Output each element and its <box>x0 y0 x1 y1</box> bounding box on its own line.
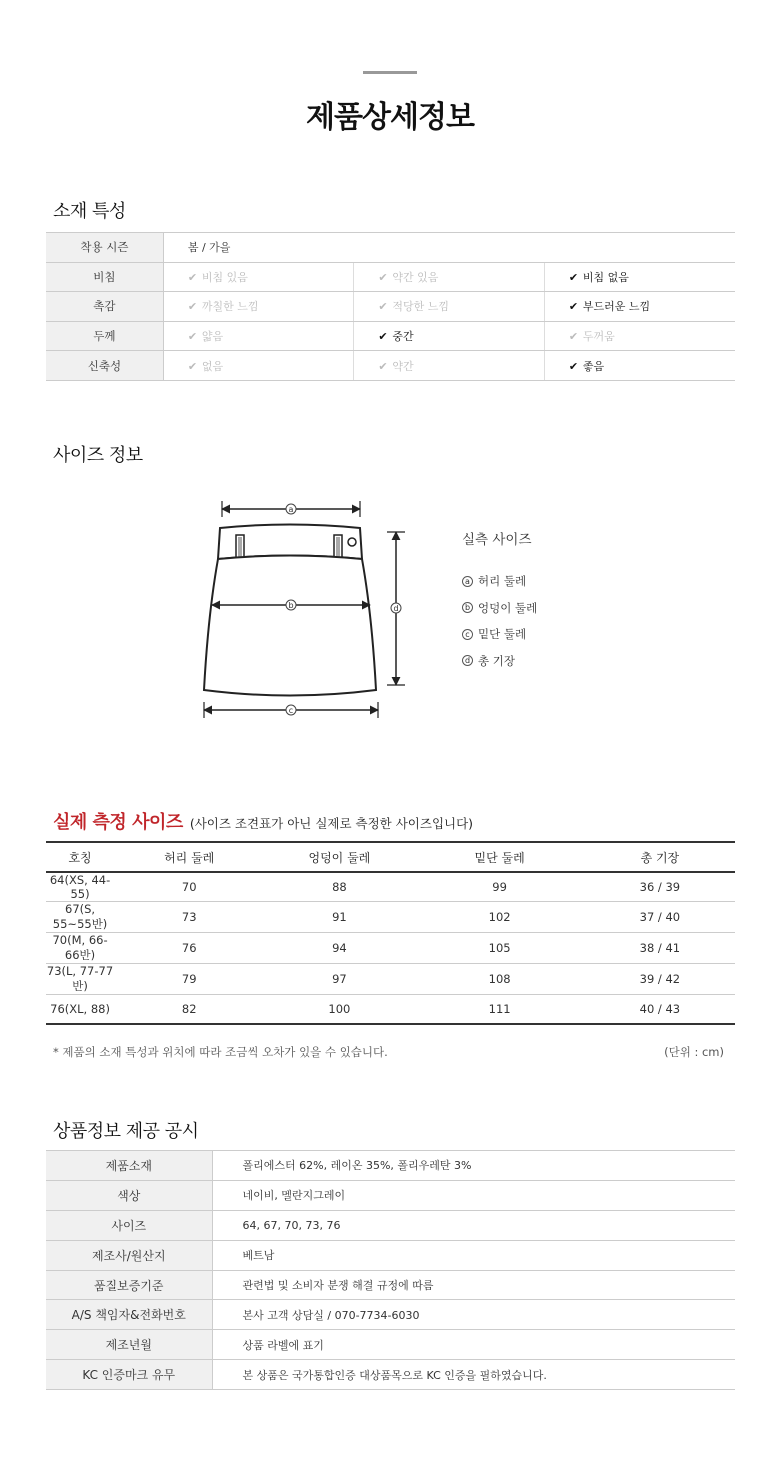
measure-cell: 37 / 40 <box>585 902 735 933</box>
material-row-label: 촉감 <box>46 292 163 322</box>
option-label: 없음 <box>201 359 224 373</box>
notice-row <box>46 1270 735 1300</box>
svg-text:c: c <box>288 706 294 715</box>
legend-label: 엉덩이 둘레 <box>478 600 538 615</box>
size-label-cell: 76(XL, 88) <box>46 995 114 1025</box>
legend-label: 총 기장 <box>478 653 515 668</box>
notice-label: 제조년월 <box>46 1330 212 1360</box>
material-row <box>46 351 735 381</box>
measure-cell: 76 <box>114 933 264 964</box>
material-option <box>354 321 545 351</box>
material-option <box>163 321 354 351</box>
notice-label: 제품소재 <box>46 1151 212 1181</box>
material-row-label: 착용 시즌 <box>46 233 163 263</box>
check-icon: ✔ <box>568 270 579 284</box>
svg-text:b: b <box>288 601 294 610</box>
size-info-section-title: 사이즈 정보 <box>53 445 143 466</box>
notice-section-title: 상품정보 제공 공시 <box>53 1121 199 1142</box>
size-label-cell: 67(S, 55~55반) <box>46 902 114 933</box>
check-icon: ✔ <box>568 330 579 344</box>
notice-label: 사이즈 <box>46 1210 212 1240</box>
legend-mark-icon: d <box>462 655 473 666</box>
svg-text:d: d <box>393 604 399 613</box>
material-section-title: 소재 특성 <box>53 201 126 222</box>
measurement-title-block <box>53 808 473 834</box>
measure-cell: 102 <box>415 902 585 933</box>
page-title: 제품상세정보 <box>306 100 474 135</box>
notice-row <box>46 1240 735 1270</box>
material-option <box>544 351 735 381</box>
material-option <box>163 351 354 381</box>
table-row <box>46 964 735 995</box>
check-icon: ✔ <box>378 359 388 373</box>
material-option <box>354 292 545 322</box>
table-row <box>46 995 735 1025</box>
legend-label: 밑단 둘레 <box>478 627 527 642</box>
notice-value: 본 상품은 국가통합인증 대상품목으로 KC 인증을 필하였습니다. <box>212 1360 735 1390</box>
measure-cell: 99 <box>415 872 585 902</box>
option-label: 비침 있음 <box>201 270 248 284</box>
notice-value: 본사 고객 상담실 / 070-7734-6030 <box>212 1300 735 1330</box>
notice-value: 상품 라벨에 표기 <box>212 1330 735 1360</box>
material-table <box>46 232 735 381</box>
measure-cell: 97 <box>264 964 414 995</box>
measurement-title: 실제 측정 사이즈 <box>53 812 183 833</box>
material-row <box>46 262 735 292</box>
notice-value: 64, 67, 70, 73, 76 <box>212 1210 735 1240</box>
notice-value: 네이비, 멜란지그레이 <box>212 1180 735 1210</box>
option-label: 적당한 느낌 <box>392 300 450 314</box>
option-label: 약간 있음 <box>392 270 439 284</box>
option-label: 얇음 <box>201 330 224 344</box>
notice-row <box>46 1300 735 1330</box>
legend-mark-icon: c <box>462 629 473 640</box>
check-icon: ✔ <box>187 300 198 314</box>
measure-cell: 36 / 39 <box>585 872 735 902</box>
notice-label: 품질보증기준 <box>46 1270 212 1300</box>
skirt-diagram <box>190 495 420 725</box>
material-row <box>46 292 735 322</box>
check-icon: ✔ <box>568 300 579 314</box>
material-option <box>354 262 545 292</box>
check-icon: ✔ <box>187 270 198 284</box>
option-label: 중간 <box>392 330 414 344</box>
svg-text:a: a <box>288 505 294 514</box>
notice-value: 폴리에스터 62%, 레이온 35%, 폴리우레탄 3% <box>212 1151 735 1181</box>
material-option <box>163 292 354 322</box>
option-label: 약간 <box>392 359 414 373</box>
material-option <box>544 262 735 292</box>
legend-item <box>462 621 537 648</box>
material-row-label: 비침 <box>46 262 163 292</box>
material-row-label: 두께 <box>46 321 163 351</box>
size-label-cell: 64(XS, 44-55) <box>46 872 114 902</box>
legend-title: 실측 사이즈 <box>462 532 532 548</box>
notice-table <box>46 1150 735 1390</box>
option-label: 두꺼움 <box>582 330 615 344</box>
check-icon: ✔ <box>378 270 388 284</box>
table-row <box>46 872 735 902</box>
measure-cell: 108 <box>415 964 585 995</box>
col-header: 총 기장 <box>585 842 735 872</box>
measure-cell: 88 <box>264 872 414 902</box>
measure-cell: 70 <box>114 872 264 902</box>
size-label-cell: 73(L, 77-77반) <box>46 964 114 994</box>
option-label: 비침 없음 <box>582 270 629 284</box>
measure-cell: 39 / 42 <box>585 964 735 995</box>
measure-cell: 91 <box>264 902 414 933</box>
option-label: 까칠한 느낌 <box>201 300 259 314</box>
notice-row <box>46 1210 735 1240</box>
measure-cell: 38 / 41 <box>585 933 735 964</box>
size-label-cell: 70(M, 66-66반) <box>46 933 114 964</box>
col-header: 밑단 둘레 <box>415 842 585 872</box>
col-header: 엉덩이 둘레 <box>264 842 414 872</box>
material-option <box>354 351 545 381</box>
measure-cell: 73 <box>114 902 264 933</box>
check-icon: ✔ <box>187 359 198 373</box>
col-header: 허리 둘레 <box>114 842 264 872</box>
measurement-subtitle: (사이즈 조견표가 아닌 실제로 측정한 사이즈입니다) <box>189 816 474 831</box>
check-icon: ✔ <box>568 359 579 373</box>
notice-label: 제조사/원산지 <box>46 1240 212 1270</box>
size-legend <box>462 528 537 674</box>
measure-cell: 100 <box>264 995 414 1025</box>
legend-mark-icon: a <box>462 576 473 587</box>
material-option <box>163 262 354 292</box>
notice-value: 베트남 <box>212 1240 735 1270</box>
measurement-table <box>46 841 735 1025</box>
material-row-label: 신축성 <box>46 351 163 381</box>
legend-item <box>462 595 537 622</box>
table-row <box>46 933 735 964</box>
measure-cell: 79 <box>114 964 264 995</box>
measure-cell: 111 <box>415 995 585 1025</box>
measure-cell: 40 / 43 <box>585 995 735 1025</box>
measure-cell: 105 <box>415 933 585 964</box>
notice-label: A/S 책임자&전화번호 <box>46 1300 212 1330</box>
notice-row <box>46 1360 735 1390</box>
option-label: 부드러운 느낌 <box>582 300 651 314</box>
check-icon: ✔ <box>378 330 388 344</box>
legend-item <box>462 648 537 675</box>
legend-label: 허리 둘레 <box>478 574 527 589</box>
legend-mark-icon: b <box>462 602 473 613</box>
material-row-season <box>46 233 735 263</box>
measure-cell: 94 <box>264 933 414 964</box>
unit-note: (단위 : cm) <box>664 1045 724 1059</box>
check-icon: ✔ <box>187 330 198 344</box>
legend-item <box>462 568 537 595</box>
check-icon: ✔ <box>378 300 388 314</box>
notice-row <box>46 1151 735 1181</box>
season-value: 봄 / 가을 <box>163 233 735 263</box>
notice-row <box>46 1330 735 1360</box>
measurement-note: * 제품의 소재 특성과 위치에 따라 조금씩 오차가 있을 수 있습니다. <box>53 1045 388 1059</box>
notice-label: KC 인증마크 유무 <box>46 1360 212 1390</box>
table-row <box>46 902 735 933</box>
material-option <box>544 321 735 351</box>
material-row <box>46 321 735 351</box>
measure-cell: 82 <box>114 995 264 1025</box>
title-divider <box>363 71 417 74</box>
material-option <box>544 292 735 322</box>
col-header: 호칭 <box>46 842 114 872</box>
notice-value: 관련법 및 소비자 분쟁 해결 규정에 따름 <box>212 1270 735 1300</box>
notice-label: 색상 <box>46 1180 212 1210</box>
notice-row <box>46 1180 735 1210</box>
option-label: 좋음 <box>582 359 605 373</box>
